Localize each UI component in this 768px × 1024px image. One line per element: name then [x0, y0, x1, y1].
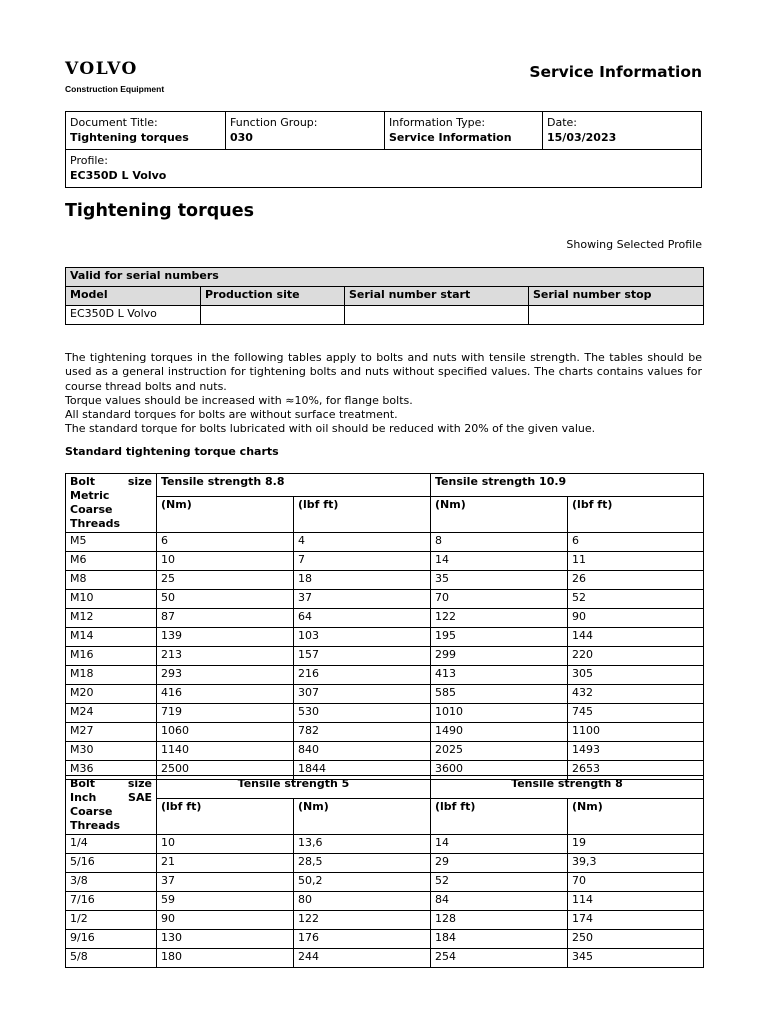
table-row [66, 704, 704, 723]
bolt-size-cell: 5/8 [66, 949, 157, 968]
serial-cell-serial-stop [529, 306, 704, 325]
torque-value-cell: 10 [157, 552, 294, 571]
charts-heading: Standard tightening torque charts [65, 445, 279, 458]
date-label: Date: [547, 116, 577, 129]
torque-value-cell: 139 [157, 628, 294, 647]
document-title-value: Tightening torques [70, 131, 189, 144]
torque-value-cell: 180 [157, 949, 294, 968]
torque-value-cell: 7 [294, 552, 431, 571]
torque-value-cell: 50,2 [294, 873, 431, 892]
bolt-size-cell: M5 [66, 533, 157, 552]
bolt-size-cell: M10 [66, 590, 157, 609]
inch-table-body [66, 835, 704, 968]
inch-torque-table [65, 775, 704, 968]
torque-value-cell: 90 [568, 609, 704, 628]
document-title-label: Document Title: [70, 116, 158, 129]
bolt-size-cell: 3/8 [66, 873, 157, 892]
serial-header-serial-stop: Serial number stop [529, 287, 704, 306]
torque-value-cell: 37 [157, 873, 294, 892]
table-row [66, 911, 704, 930]
torque-value-cell: 2025 [431, 742, 568, 761]
torque-value-cell: 18 [294, 571, 431, 590]
table-row [66, 742, 704, 761]
metric-group-8-8-header: Tensile strength 8.8 [157, 474, 431, 497]
info-cell-document-title [66, 112, 225, 149]
torque-value-cell: 416 [157, 685, 294, 704]
torque-value-cell: 1010 [431, 704, 568, 723]
metric-group-10-9-header: Tensile strength 10.9 [431, 474, 704, 497]
torque-value-cell: 70 [431, 590, 568, 609]
torque-value-cell: 64 [294, 609, 431, 628]
serial-cell-model: EC350D L Volvo [66, 306, 201, 325]
function-group-label: Function Group: [230, 116, 318, 129]
torque-value-cell: 1060 [157, 723, 294, 742]
torque-value-cell: 122 [294, 911, 431, 930]
date-value: 15/03/2023 [547, 131, 617, 144]
torque-value-cell: 220 [568, 647, 704, 666]
torque-value-cell: 90 [157, 911, 294, 930]
bolt-size-cell: M6 [66, 552, 157, 571]
profile-value: EC350D L Volvo [70, 169, 167, 182]
torque-value-cell: 307 [294, 685, 431, 704]
torque-value-cell: 37 [294, 590, 431, 609]
intro-line-lubricated: The standard torque for bolts lubricated with oil should be reduced with 20% of the given value. [65, 422, 596, 436]
info-row-profile [66, 149, 701, 187]
metric-unit-header: (Nm) [431, 496, 568, 532]
torque-value-cell: 39,3 [568, 854, 704, 873]
info-cell-profile [66, 150, 701, 187]
serial-number-table [65, 267, 704, 325]
bolt-size-cell: M8 [66, 571, 157, 590]
torque-value-cell: 250 [568, 930, 704, 949]
bolt-size-cell: M14 [66, 628, 157, 647]
document-info-box [65, 111, 702, 188]
inch-unit-header: (lbf ft) [431, 798, 568, 834]
function-group-value: 030 [230, 131, 253, 144]
inch-unit-header: (lbf ft) [157, 798, 294, 834]
information-type-value: Service Information [389, 131, 512, 144]
profile-label: Profile: [70, 154, 108, 167]
bolt-size-cell: M18 [66, 666, 157, 685]
table-row [66, 533, 704, 552]
table-row [66, 628, 704, 647]
torque-value-cell: 28,5 [294, 854, 431, 873]
torque-value-cell: 21 [157, 854, 294, 873]
table-row [66, 854, 704, 873]
torque-value-cell: 1140 [157, 742, 294, 761]
torque-value-cell: 13,6 [294, 835, 431, 854]
bolt-size-cell: 1/2 [66, 911, 157, 930]
torque-value-cell: 174 [568, 911, 704, 930]
serial-caption: Valid for serial numbers [66, 268, 704, 287]
torque-value-cell: 195 [431, 628, 568, 647]
table-row [66, 552, 704, 571]
inch-group-8-header: Tensile strength 8 [431, 776, 704, 799]
torque-value-cell: 1490 [431, 723, 568, 742]
torque-value-cell: 4 [294, 533, 431, 552]
profile-note: Showing Selected Profile [566, 238, 702, 251]
table-row [66, 723, 704, 742]
serial-header-row [66, 287, 704, 306]
torque-value-cell: 3600 [431, 761, 568, 780]
torque-value-cell: 35 [431, 571, 568, 590]
torque-value-cell: 305 [568, 666, 704, 685]
volvo-logo [65, 60, 164, 94]
intro-paragraph: The tightening torques in the following tables apply to bolts and nuts with tensile strength. The tables should be used as a general instruction for tightening bolts and nuts without specified values. The charts contains values for course thread bolts and nuts. [65, 351, 702, 393]
torque-value-cell: 299 [431, 647, 568, 666]
table-row [66, 892, 704, 911]
bolt-size-cell: M16 [66, 647, 157, 666]
torque-value-cell: 213 [157, 647, 294, 666]
table-row [66, 647, 704, 666]
bolt-size-cell: 7/16 [66, 892, 157, 911]
torque-value-cell: 1493 [568, 742, 704, 761]
torque-value-cell: 87 [157, 609, 294, 628]
metric-unit-header: (lbf ft) [294, 496, 431, 532]
table-row [66, 949, 704, 968]
torque-value-cell: 103 [294, 628, 431, 647]
torque-value-cell: 130 [157, 930, 294, 949]
serial-header-production-site: Production site [201, 287, 345, 306]
torque-value-cell: 2653 [568, 761, 704, 780]
table-row [66, 571, 704, 590]
torque-value-cell: 52 [568, 590, 704, 609]
table-row [66, 873, 704, 892]
bolt-size-cell: M24 [66, 704, 157, 723]
inch-bolt-size-header: Bolt size Inch SAE Coarse Threads [66, 776, 157, 835]
inch-group-5-header: Tensile strength 5 [157, 776, 431, 799]
torque-value-cell: 216 [294, 666, 431, 685]
torque-value-cell: 84 [431, 892, 568, 911]
torque-value-cell: 1844 [294, 761, 431, 780]
information-type-label: Information Type: [389, 116, 486, 129]
torque-value-cell: 26 [568, 571, 704, 590]
table-row [66, 835, 704, 854]
serial-header-model: Model [66, 287, 201, 306]
intro-text [65, 351, 702, 437]
torque-value-cell: 10 [157, 835, 294, 854]
table-row [66, 609, 704, 628]
table-row [66, 590, 704, 609]
torque-value-cell: 345 [568, 949, 704, 968]
torque-value-cell: 585 [431, 685, 568, 704]
intro-line-flange: Torque values should be increased with ≈10%, for flange bolts. [65, 393, 413, 407]
torque-value-cell: 184 [431, 930, 568, 949]
bolt-size-cell: M36 [66, 761, 157, 780]
inch-unit-header: (Nm) [568, 798, 704, 834]
metric-torque-table [65, 473, 704, 780]
torque-value-cell: 11 [568, 552, 704, 571]
torque-value-cell: 25 [157, 571, 294, 590]
metric-group-header-row [66, 474, 704, 497]
torque-value-cell: 254 [431, 949, 568, 968]
torque-value-cell: 14 [431, 552, 568, 571]
torque-value-cell: 413 [431, 666, 568, 685]
torque-value-cell: 6 [157, 533, 294, 552]
serial-cell-production-site [201, 306, 345, 325]
torque-value-cell: 530 [294, 704, 431, 723]
table-row [66, 666, 704, 685]
bolt-size-cell: 5/16 [66, 854, 157, 873]
torque-value-cell: 14 [431, 835, 568, 854]
bolt-size-cell: M20 [66, 685, 157, 704]
info-cell-date [542, 112, 701, 149]
serial-data-row [66, 306, 704, 325]
metric-unit-header-row [66, 496, 704, 532]
page-title: Tightening torques [65, 201, 254, 221]
info-row-top [66, 112, 701, 149]
document-type-heading: Service Information [529, 63, 702, 81]
intro-line-surface: All standard torques for bolts are without surface treatment. [65, 408, 398, 422]
torque-value-cell: 840 [294, 742, 431, 761]
brand-subtitle: Construction Equipment [65, 84, 165, 94]
torque-value-cell: 114 [568, 892, 704, 911]
inch-unit-header: (Nm) [294, 798, 431, 834]
bolt-size-cell: 9/16 [66, 930, 157, 949]
torque-value-cell: 176 [294, 930, 431, 949]
torque-value-cell: 293 [157, 666, 294, 685]
table-row [66, 930, 704, 949]
metric-table-body [66, 533, 704, 780]
info-cell-function-group [225, 112, 384, 149]
brand-wordmark: VOLVO [65, 59, 138, 79]
bolt-size-cell: M27 [66, 723, 157, 742]
table-row [66, 685, 704, 704]
serial-header-serial-start: Serial number start [345, 287, 529, 306]
metric-bolt-size-header: Bolt size Metric Coarse Threads [66, 474, 157, 533]
torque-value-cell: 157 [294, 647, 431, 666]
torque-value-cell: 80 [294, 892, 431, 911]
torque-value-cell: 122 [431, 609, 568, 628]
torque-value-cell: 50 [157, 590, 294, 609]
torque-value-cell: 8 [431, 533, 568, 552]
torque-value-cell: 19 [568, 835, 704, 854]
serial-cell-serial-start [345, 306, 529, 325]
torque-value-cell: 432 [568, 685, 704, 704]
torque-value-cell: 6 [568, 533, 704, 552]
torque-value-cell: 144 [568, 628, 704, 647]
bolt-size-cell: M30 [66, 742, 157, 761]
torque-value-cell: 70 [568, 873, 704, 892]
torque-value-cell: 1100 [568, 723, 704, 742]
torque-value-cell: 2500 [157, 761, 294, 780]
torque-value-cell: 29 [431, 854, 568, 873]
torque-value-cell: 719 [157, 704, 294, 723]
inch-group-header-row [66, 776, 704, 799]
torque-value-cell: 52 [431, 873, 568, 892]
torque-value-cell: 745 [568, 704, 704, 723]
torque-value-cell: 244 [294, 949, 431, 968]
metric-unit-header: (lbf ft) [568, 496, 704, 532]
inch-unit-header-row [66, 798, 704, 834]
torque-value-cell: 59 [157, 892, 294, 911]
bolt-size-cell: M12 [66, 609, 157, 628]
torque-value-cell: 782 [294, 723, 431, 742]
metric-unit-header: (Nm) [157, 496, 294, 532]
bolt-size-cell: 1/4 [66, 835, 157, 854]
serial-caption-row [66, 268, 704, 287]
info-cell-information-type [384, 112, 542, 149]
torque-value-cell: 128 [431, 911, 568, 930]
